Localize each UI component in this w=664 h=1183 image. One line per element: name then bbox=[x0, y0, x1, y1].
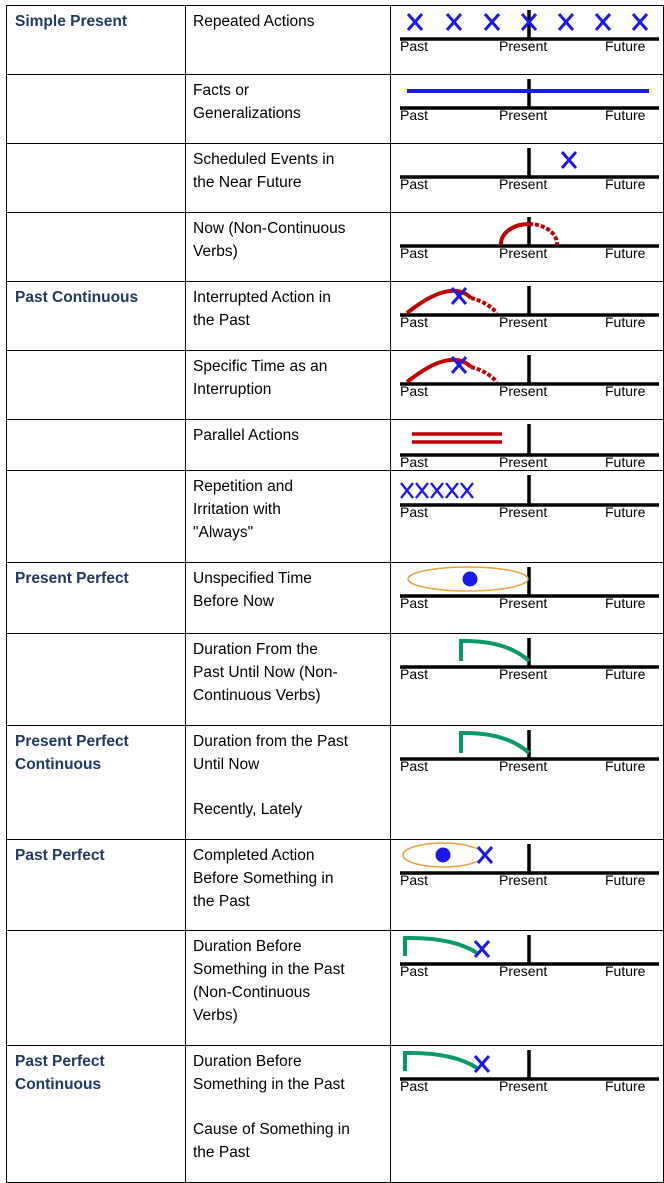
table-row bbox=[7, 634, 664, 726]
event-dot bbox=[436, 848, 451, 863]
x-mark bbox=[633, 14, 647, 30]
label-past: Past bbox=[400, 454, 429, 470]
timeline-duration-continuous bbox=[391, 726, 663, 786]
label-future: Future bbox=[605, 245, 646, 261]
tense-cell bbox=[7, 1046, 186, 1183]
label-present: Present bbox=[499, 595, 548, 611]
x-mark bbox=[431, 483, 443, 498]
label-past: Past bbox=[400, 758, 429, 774]
timeline-specific-time bbox=[391, 351, 663, 419]
event-dot bbox=[463, 572, 478, 587]
timeline-cell bbox=[391, 75, 664, 144]
use-text: Scheduled Events in bbox=[193, 151, 335, 168]
timeline-cell bbox=[391, 563, 664, 634]
label-future: Future bbox=[605, 107, 646, 123]
use-text: the Past bbox=[193, 893, 250, 910]
repeated-x-marks bbox=[401, 483, 473, 498]
use-text: Generalizations bbox=[193, 105, 301, 122]
label-future: Future bbox=[605, 454, 646, 470]
use-text: Something in the Past bbox=[193, 1076, 345, 1093]
timeline-cell bbox=[391, 144, 664, 213]
label-present: Present bbox=[499, 38, 548, 54]
timeline-cell bbox=[391, 213, 664, 282]
use-text: Something in the Past bbox=[193, 961, 345, 978]
x-mark bbox=[478, 847, 492, 863]
timeline-cell bbox=[391, 726, 664, 840]
use-text: Completed Action bbox=[193, 847, 315, 864]
duration-arc bbox=[405, 938, 477, 956]
label-present: Present bbox=[499, 314, 548, 330]
use-text: Verbs) bbox=[193, 1007, 238, 1024]
use-cell bbox=[186, 1046, 391, 1183]
use-cell bbox=[186, 213, 391, 282]
use-cell bbox=[186, 471, 391, 563]
x-mark bbox=[485, 14, 499, 30]
label-present: Present bbox=[499, 107, 548, 123]
label-past: Past bbox=[400, 314, 429, 330]
tense-cell bbox=[7, 840, 186, 931]
label-past: Past bbox=[400, 595, 429, 611]
label-past: Past bbox=[400, 504, 429, 520]
label-past: Past bbox=[400, 107, 429, 123]
use-text: the Past bbox=[193, 312, 250, 329]
table-row bbox=[7, 282, 664, 351]
x-mark bbox=[475, 1056, 489, 1072]
use-text: Continuous Verbs) bbox=[193, 687, 321, 704]
label-present: Present bbox=[499, 383, 548, 399]
use-text: Now (Non-Continuous bbox=[193, 220, 346, 237]
tense-cell bbox=[7, 282, 186, 351]
label-future: Future bbox=[605, 666, 646, 682]
label-future: Future bbox=[605, 504, 646, 520]
label-present: Present bbox=[499, 1078, 548, 1094]
tense-label: Past Continuous bbox=[15, 289, 139, 306]
use-text: Verbs) bbox=[193, 243, 238, 260]
tense-cell bbox=[7, 634, 186, 726]
use-text: Interruption bbox=[193, 381, 272, 398]
dashed-arc bbox=[471, 298, 497, 313]
timeline-now bbox=[391, 213, 663, 281]
x-mark bbox=[596, 14, 610, 30]
x-mark bbox=[447, 14, 461, 30]
table-row bbox=[7, 1046, 664, 1183]
label-past: Past bbox=[400, 872, 429, 888]
x-mark bbox=[408, 14, 422, 30]
timeline-cell bbox=[391, 1046, 664, 1183]
x-mark bbox=[461, 483, 473, 498]
tense-label: Simple Present bbox=[15, 13, 127, 30]
label-past: Past bbox=[400, 245, 429, 261]
dashed-arc bbox=[529, 224, 557, 245]
label-present: Present bbox=[499, 758, 548, 774]
timeline-always bbox=[391, 471, 663, 531]
duration-arc bbox=[461, 641, 529, 661]
timeline-cell bbox=[391, 351, 664, 420]
label-past: Past bbox=[400, 1078, 429, 1094]
timeline-repeated-actions bbox=[391, 6, 663, 74]
table-row bbox=[7, 563, 664, 634]
tense-cell bbox=[7, 420, 186, 471]
timeline-duration-before-continuous bbox=[391, 1046, 663, 1106]
label-past: Past bbox=[400, 38, 429, 54]
tense-label: Present Perfect bbox=[15, 733, 129, 750]
use-text: Duration From the bbox=[193, 641, 318, 658]
use-cell bbox=[186, 282, 391, 351]
timeline-duration-before bbox=[391, 931, 663, 991]
timeline-cell bbox=[391, 634, 664, 726]
table-row bbox=[7, 840, 664, 931]
timeline-duration-until-now bbox=[391, 634, 663, 694]
use-text: Parallel Actions bbox=[193, 427, 299, 444]
x-mark bbox=[562, 152, 576, 168]
label-future: Future bbox=[605, 595, 646, 611]
timeline-cell bbox=[391, 6, 664, 75]
label-future: Future bbox=[605, 314, 646, 330]
label-past: Past bbox=[400, 963, 429, 979]
label-past: Past bbox=[400, 383, 429, 399]
label-future: Future bbox=[605, 758, 646, 774]
use-text: Duration Before bbox=[193, 938, 302, 955]
use-text: Repetition and bbox=[193, 478, 293, 495]
use-text: Facts or bbox=[193, 82, 249, 99]
label-present: Present bbox=[499, 872, 548, 888]
timeline-cell bbox=[391, 471, 664, 563]
label-future: Future bbox=[605, 963, 646, 979]
label-past: Past bbox=[400, 666, 429, 682]
timeline-facts bbox=[391, 75, 663, 143]
label-present: Present bbox=[499, 245, 548, 261]
tense-label: Continuous bbox=[15, 756, 102, 773]
table-row bbox=[7, 213, 664, 282]
label-future: Future bbox=[605, 872, 646, 888]
tense-cell bbox=[7, 726, 186, 840]
use-text: Before Now bbox=[193, 593, 274, 610]
timeline-completed-before bbox=[391, 840, 663, 900]
tense-cell bbox=[7, 144, 186, 213]
use-text: "Always" bbox=[193, 524, 254, 541]
tense-cell bbox=[7, 931, 186, 1046]
label-future: Future bbox=[605, 176, 646, 192]
use-text: Recently, Lately bbox=[193, 801, 303, 818]
label-past: Past bbox=[400, 176, 429, 192]
use-text: Specific Time as an bbox=[193, 358, 328, 375]
x-mark bbox=[446, 483, 458, 498]
tense-cell bbox=[7, 6, 186, 75]
use-text: Past Until Now (Non- bbox=[193, 664, 338, 681]
timeline-cell bbox=[391, 420, 664, 471]
use-text: Cause of Something in bbox=[193, 1121, 350, 1138]
tense-label: Past Perfect bbox=[15, 1053, 105, 1070]
use-cell bbox=[186, 634, 391, 726]
use-text: the Near Future bbox=[193, 174, 302, 191]
label-future: Future bbox=[605, 383, 646, 399]
use-text: Duration from the Past bbox=[193, 733, 349, 750]
label-present: Present bbox=[499, 666, 548, 682]
use-text: Until Now bbox=[193, 756, 260, 773]
use-cell bbox=[186, 840, 391, 931]
use-text: Irritation with bbox=[193, 501, 281, 518]
tense-label: Past Perfect bbox=[15, 847, 105, 864]
tense-label: Continuous bbox=[15, 1076, 102, 1093]
label-present: Present bbox=[499, 963, 548, 979]
use-text: Repeated Actions bbox=[193, 13, 315, 30]
label-present: Present bbox=[499, 454, 548, 470]
table-row bbox=[7, 6, 664, 75]
solid-arc bbox=[501, 224, 529, 245]
x-mark bbox=[416, 483, 428, 498]
use-text: Interrupted Action in bbox=[193, 289, 331, 306]
tense-cell bbox=[7, 75, 186, 144]
x-mark bbox=[559, 14, 573, 30]
label-future: Future bbox=[605, 38, 646, 54]
tense-cell bbox=[7, 563, 186, 634]
tense-cell bbox=[7, 471, 186, 563]
use-cell bbox=[186, 144, 391, 213]
use-cell bbox=[186, 6, 391, 75]
use-cell bbox=[186, 931, 391, 1046]
x-mark bbox=[401, 483, 413, 498]
use-cell bbox=[186, 563, 391, 634]
table-row bbox=[7, 420, 664, 471]
use-text: (Non-Continuous bbox=[193, 984, 311, 1001]
verb-tenses-table bbox=[6, 5, 664, 1183]
tense-cell bbox=[7, 351, 186, 420]
label-present: Present bbox=[499, 176, 548, 192]
timeline-cell bbox=[391, 931, 664, 1046]
timeline-unspecified bbox=[391, 563, 663, 623]
table-row bbox=[7, 931, 664, 1046]
use-cell bbox=[186, 726, 391, 840]
tense-label: Present Perfect bbox=[15, 570, 129, 587]
use-cell bbox=[186, 420, 391, 471]
use-cell bbox=[186, 351, 391, 420]
use-text: Unspecified Time bbox=[193, 570, 312, 587]
duration-arc bbox=[461, 733, 529, 753]
table-row bbox=[7, 351, 664, 420]
timeline-scheduled bbox=[391, 144, 663, 212]
tense-cell bbox=[7, 213, 186, 282]
table-row bbox=[7, 75, 664, 144]
timeline-cell bbox=[391, 282, 664, 351]
use-text: Duration Before bbox=[193, 1053, 302, 1070]
duration-arc bbox=[405, 1053, 477, 1071]
timeline-cell bbox=[391, 840, 664, 931]
label-present: Present bbox=[499, 504, 548, 520]
table-row bbox=[7, 144, 664, 213]
timeline-parallel bbox=[391, 420, 663, 470]
use-cell bbox=[186, 75, 391, 144]
table-row bbox=[7, 471, 664, 563]
timeline-interrupted bbox=[391, 282, 663, 350]
use-text: Before Something in bbox=[193, 870, 334, 887]
table-row bbox=[7, 726, 664, 840]
dashed-arc bbox=[471, 367, 497, 382]
x-mark bbox=[475, 941, 489, 957]
label-future: Future bbox=[605, 1078, 646, 1094]
use-text: the Past bbox=[193, 1144, 250, 1161]
